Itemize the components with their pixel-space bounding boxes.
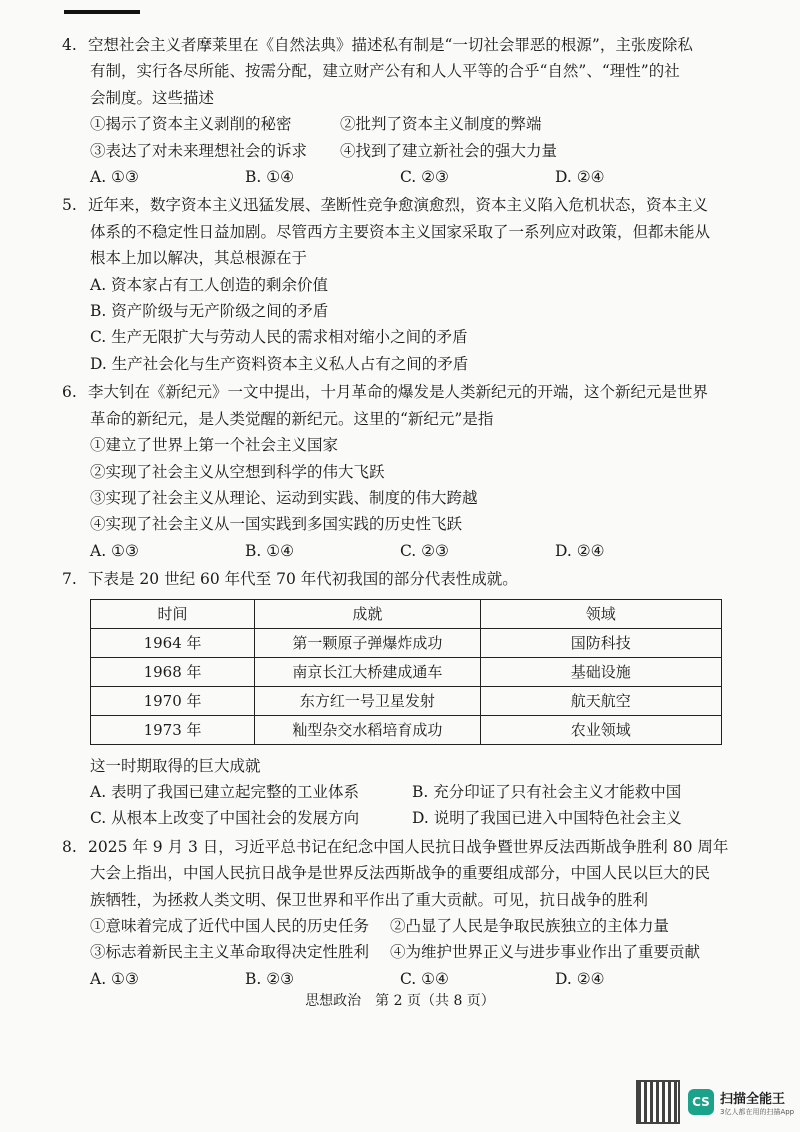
question-5 bbox=[62, 192, 732, 377]
question-stem-line: 2025 年 9 月 3 日，习近平总书记在纪念中国人民抗日战争暨世界反法西斯战争胜利 80 周年 bbox=[88, 837, 729, 856]
question-stem-line: 下表是 20 世纪 60 年代至 70 年代初我国的部分代表性成就。 bbox=[88, 570, 518, 589]
table-cell: 东方红一号卫星发射 bbox=[255, 686, 481, 715]
question-stem-line: 大会上指出，中国人民抗日战争是世界反法西斯战争的重要组成部分，中国人民以巨大的民 bbox=[90, 864, 711, 883]
table-row bbox=[91, 686, 722, 715]
answer-option-c[interactable]: C. ①④ bbox=[400, 969, 449, 988]
statement-item: ②凸显了人民是争取民族独立的主体力量 bbox=[390, 916, 670, 935]
statement-item: ③实现了社会主义从理论、运动到实践、制度的伟大跨越 bbox=[90, 488, 478, 507]
answer-option-b[interactable]: B. ①④ bbox=[245, 541, 295, 560]
table-cell: 1968 年 bbox=[91, 657, 255, 686]
statement-item: ④实现了社会主义从一国实践到多国实践的历史性飞跃 bbox=[90, 515, 463, 534]
question-8 bbox=[62, 834, 732, 992]
answer-option-c[interactable]: C. ②③ bbox=[400, 541, 449, 560]
answer-option-a[interactable]: A. 表明了我国已建立起完整的工业体系 bbox=[90, 782, 360, 801]
answer-option-c[interactable]: C. 生产无限扩大与劳动人民的需求相对缩小之间的矛盾 bbox=[90, 328, 468, 347]
question-stem-line: 有制，实行各尽所能、按需分配，建立财产公有和人人平等的合乎“自然”、“理性”的社 bbox=[90, 62, 680, 81]
question-number: 5. bbox=[62, 196, 77, 215]
answer-option-b[interactable]: B. 充分印证了只有社会主义才能救中国 bbox=[412, 782, 682, 801]
question-number: 6. bbox=[62, 383, 77, 402]
question-4 bbox=[62, 32, 732, 190]
table-cell: 1973 年 bbox=[91, 715, 255, 744]
answer-option-b[interactable]: B. 资产阶级与无产阶级之间的矛盾 bbox=[90, 302, 329, 321]
answer-option-d[interactable]: D. ②④ bbox=[555, 969, 605, 988]
table-header-row bbox=[91, 599, 722, 628]
statement-item: ③标志着新民主主义革命取得决定性胜利 bbox=[90, 943, 370, 962]
question-6 bbox=[62, 379, 732, 564]
statement-item: ②实现了社会主义从空想到科学的伟大飞跃 bbox=[90, 462, 385, 481]
answer-option-a[interactable]: A. ①③ bbox=[90, 168, 139, 187]
answer-option-c[interactable]: C. ②③ bbox=[400, 168, 449, 187]
question-stem-line: 李大钊在《新纪元》一文中提出，十月革命的爆发是人类新纪元的开端，这个新纪元是世界 bbox=[88, 383, 709, 402]
table-header-cell: 领域 bbox=[480, 599, 721, 628]
statement-item: ②批判了资本主义制度的弊端 bbox=[340, 115, 542, 134]
table-row bbox=[91, 715, 722, 744]
answer-option-a[interactable]: A. ①③ bbox=[90, 969, 139, 988]
watermark-brand bbox=[720, 1088, 794, 1117]
answer-option-a[interactable]: A. ①③ bbox=[90, 541, 139, 560]
question-stem-line: 根本上加以解决，其总根源在于 bbox=[90, 249, 308, 268]
watermark-tagline: 3亿人都在用的扫描App bbox=[720, 1107, 795, 1116]
top-rule bbox=[64, 10, 140, 14]
answer-option-b[interactable]: B. ②③ bbox=[245, 969, 295, 988]
question-7 bbox=[62, 566, 732, 832]
answer-option-d[interactable]: D. 生产社会化与生产资料资本主义私人占有之间的矛盾 bbox=[90, 354, 469, 373]
question-stem-line: 族牺牲，为拯救人类文明、保卫世界和平作出了重大贡献。可见，抗日战争的胜利 bbox=[90, 890, 649, 909]
answer-option-d[interactable]: D. ②④ bbox=[555, 541, 605, 560]
answer-option-d[interactable]: D. ②④ bbox=[555, 168, 605, 187]
question-number: 4. bbox=[62, 36, 77, 54]
table-cell: 1964 年 bbox=[91, 628, 255, 657]
table-header-cell: 时间 bbox=[91, 599, 255, 628]
question-number: 7. bbox=[62, 570, 77, 589]
statement-item: ①意味着完成了近代中国人民的历史任务 bbox=[90, 916, 370, 935]
question-stem-line: 近年来，数字资本主义迅猛发展、垄断性竞争愈演愈烈，资本主义陷入危机状态，资本主义 bbox=[88, 196, 709, 215]
statement-item: ④为维护世界正义与进步事业作出了重要贡献 bbox=[390, 943, 701, 962]
statement-item: ③表达了对未来理想社会的诉求 bbox=[90, 141, 308, 160]
statement-item: ①建立了世界上第一个社会主义国家 bbox=[90, 436, 339, 455]
table-cell: 1970 年 bbox=[91, 686, 255, 715]
question-number: 8. bbox=[62, 837, 77, 856]
table-cell: 第一颗原子弹爆炸成功 bbox=[255, 628, 481, 657]
page-footer: 思想政治 第 2 页（共 8 页） bbox=[305, 993, 495, 1009]
statement-item: ④找到了建立新社会的强大力量 bbox=[340, 141, 558, 160]
achievements-table bbox=[90, 599, 722, 745]
answer-option-a[interactable]: A. 资本家占有工人创造的剩余价值 bbox=[90, 275, 329, 294]
question-stem-line: 体系的不稳定性日益加剧。尽管西方主要资本主义国家采取了一系列应对政策，但都未能从 bbox=[90, 222, 711, 241]
camscanner-logo-icon: CS bbox=[688, 1089, 714, 1115]
answer-option-b[interactable]: B. ①④ bbox=[245, 168, 295, 187]
question-stem-line: 这一时期取得的巨大成就 bbox=[90, 756, 261, 775]
table-row bbox=[91, 628, 722, 657]
table-cell: 南京长江大桥建成通车 bbox=[255, 657, 481, 686]
scanner-watermark bbox=[636, 1080, 794, 1124]
watermark-brand-name: 扫描全能王 bbox=[720, 1091, 786, 1107]
table-cell: 国防科技 bbox=[480, 628, 721, 657]
question-stem-line: 革命的新纪元，是人类觉醒的新纪元。这里的“新纪元”是指 bbox=[90, 409, 494, 428]
table-cell: 农业领域 bbox=[480, 715, 721, 744]
table-cell: 航天航空 bbox=[480, 686, 721, 715]
table-cell: 籼型杂交水稻培育成功 bbox=[255, 715, 481, 744]
answer-option-c[interactable]: C. 从根本上改变了中国社会的发展方向 bbox=[90, 809, 360, 828]
table-row bbox=[91, 657, 722, 686]
question-stem-line: 会制度。这些描述 bbox=[90, 88, 215, 107]
exam-page bbox=[62, 32, 732, 994]
table-header-cell: 成就 bbox=[255, 599, 481, 628]
statement-item: ①揭示了资本主义剥削的秘密 bbox=[90, 115, 292, 134]
qr-code-icon bbox=[636, 1080, 680, 1124]
table-cell: 基础设施 bbox=[480, 657, 721, 686]
answer-option-d[interactable]: D. 说明了我国已进入中国特色社会主义 bbox=[412, 809, 682, 828]
question-stem-line: 空想社会主义者摩莱里在《自然法典》描述私有制是“一切社会罪恶的根源”，主张废除私 bbox=[88, 36, 693, 54]
